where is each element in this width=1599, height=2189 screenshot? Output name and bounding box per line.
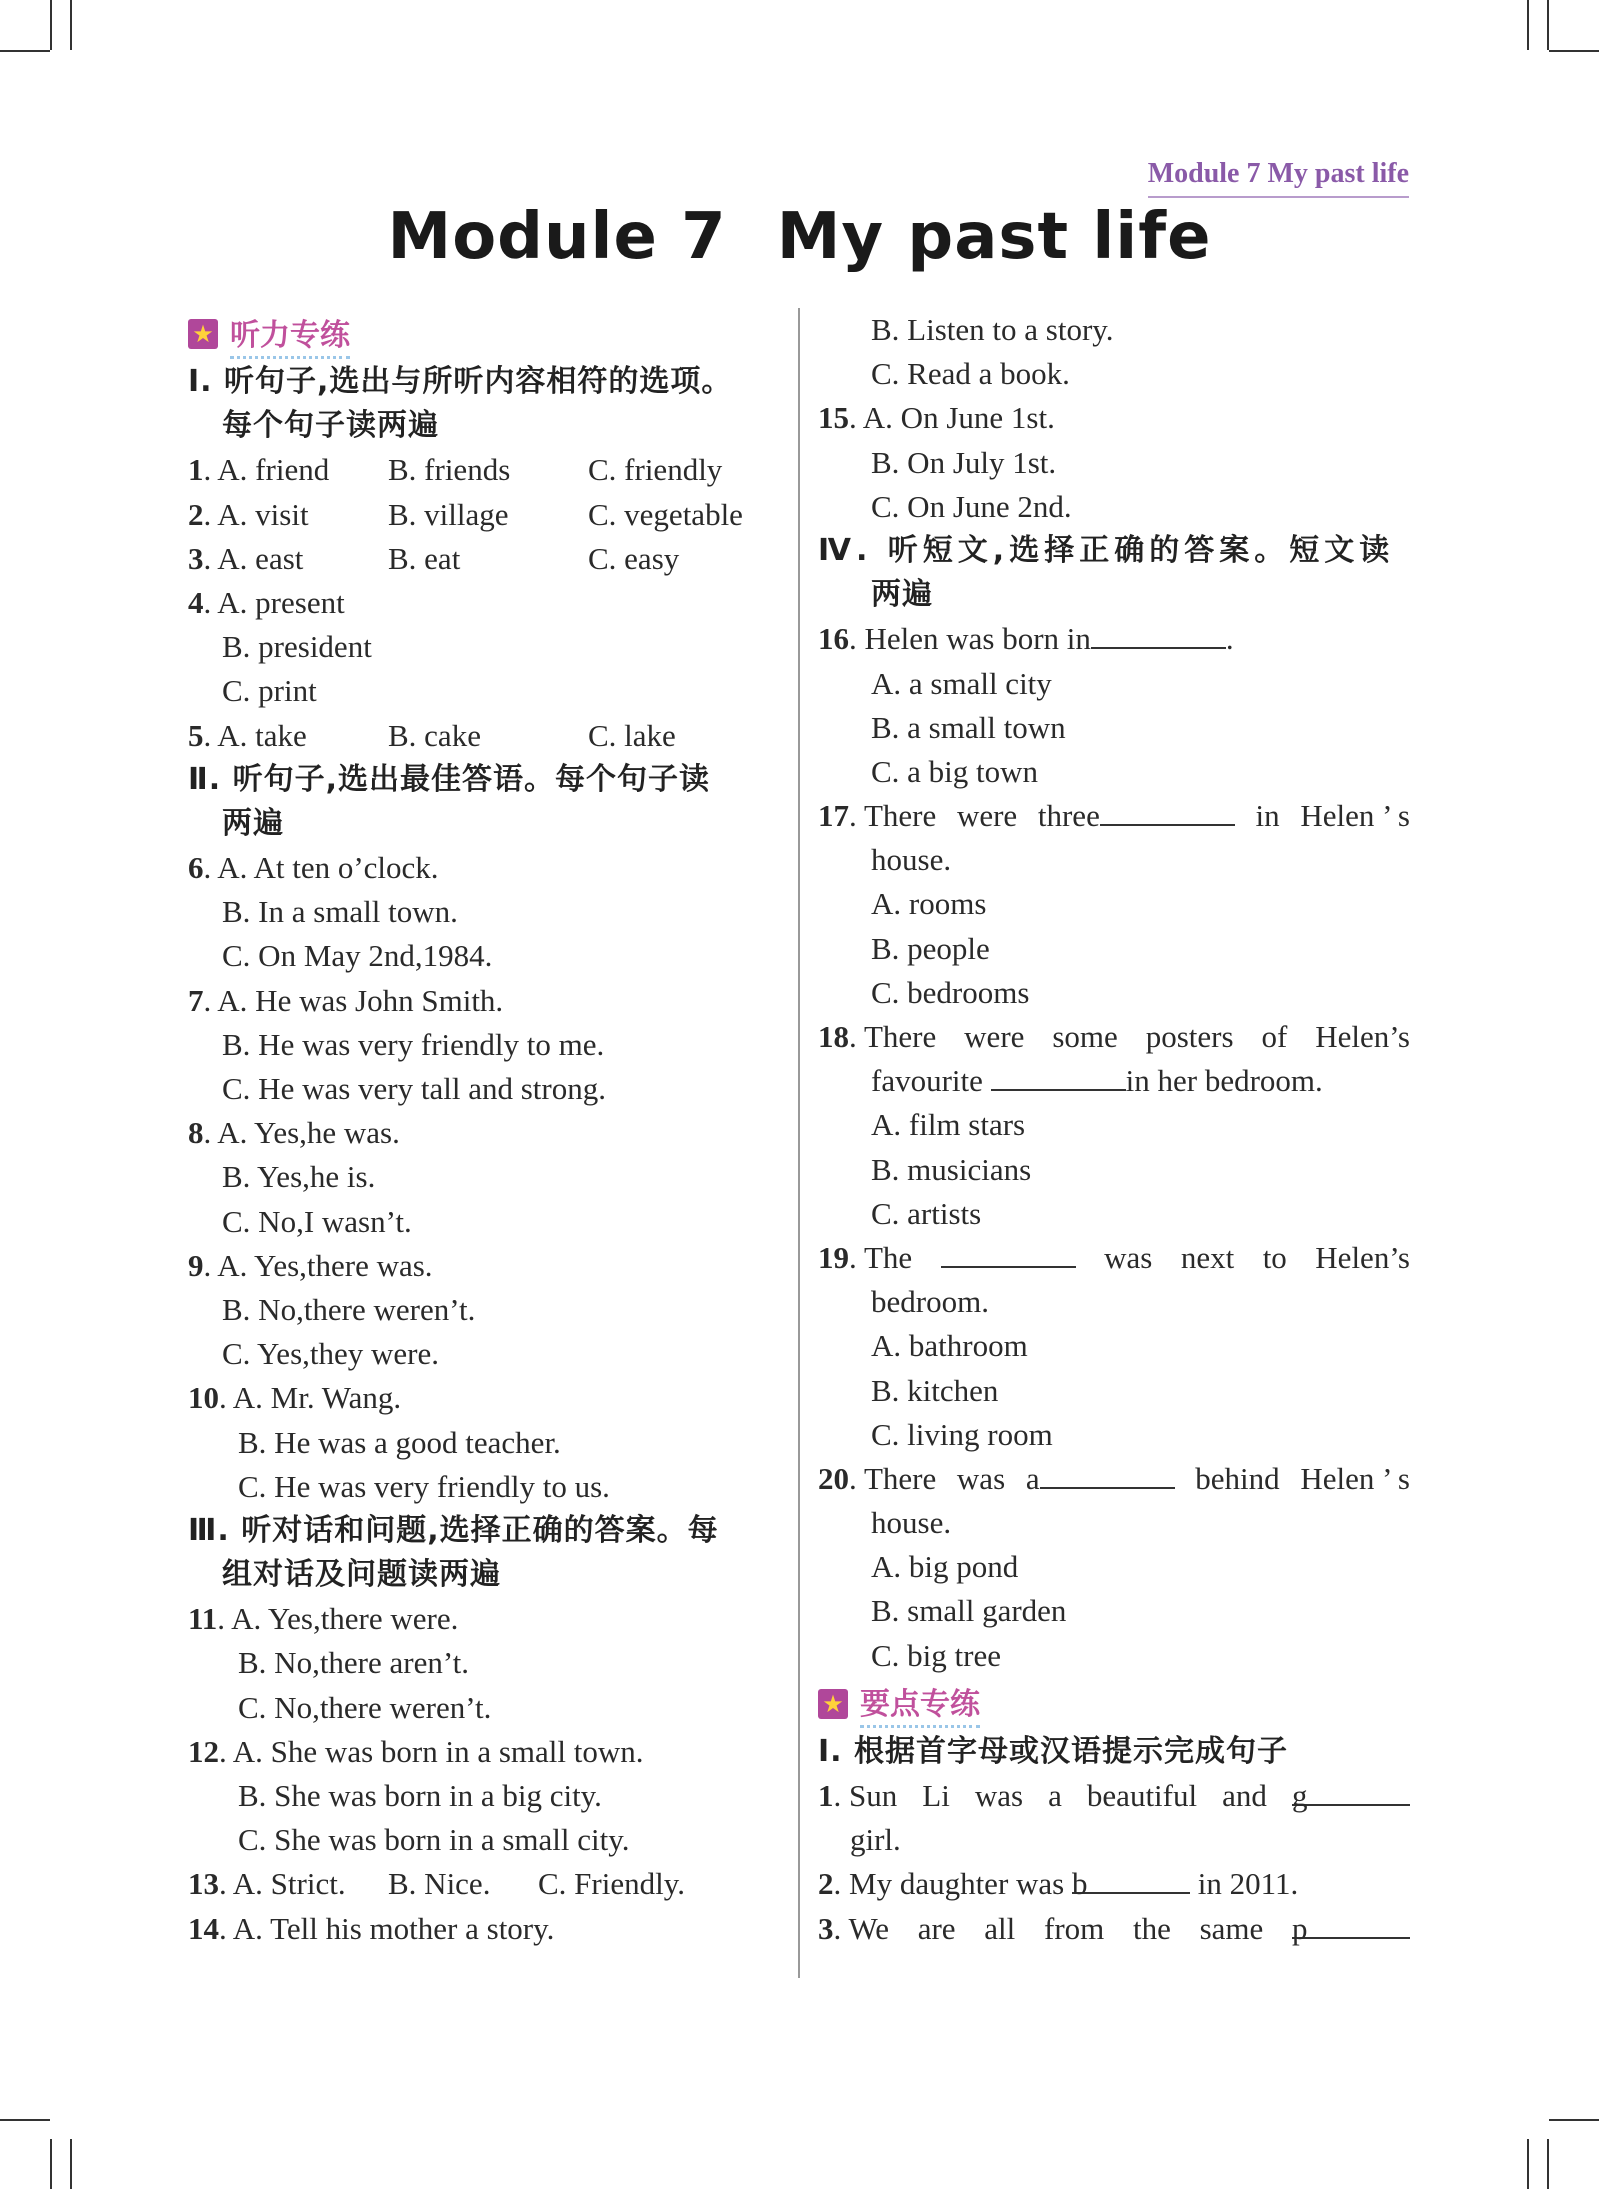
- question-10: 10. A. Mr. Wang.: [188, 1380, 402, 1416]
- word: all: [984, 1910, 1016, 1946]
- option-b: B. cake: [388, 717, 481, 753]
- answer-blank[interactable]: [1292, 1907, 1410, 1946]
- answer-blank[interactable]: [941, 1236, 1076, 1268]
- option-c: C. easy: [588, 540, 680, 576]
- section-4-title: Ⅳ. 听短文,选择正确的答案。短文读: [818, 532, 1395, 568]
- question-number: 7: [188, 982, 204, 1018]
- word: was: [1104, 1239, 1153, 1275]
- option-c: C. On May 2nd,1984.: [222, 938, 493, 974]
- option-a: A. Yes,there were.: [231, 1601, 459, 1637]
- question-number: 13: [188, 1866, 219, 1902]
- crop-mark: [1549, 50, 1599, 52]
- crop-mark: [1527, 2139, 1529, 2189]
- option-b: B. No,there weren’t.: [222, 1291, 476, 1327]
- crop-mark: [0, 2119, 50, 2121]
- option-c: C. Friendly.: [538, 1866, 685, 1902]
- word: in her bedroom.: [1125, 1063, 1323, 1099]
- question-20: 20. There was a behind Helen ’ s: [818, 1457, 1410, 1501]
- listening-banner: [188, 308, 788, 360]
- question-15: 15. A. On June 1st.: [818, 400, 1055, 436]
- keypoints-banner: [818, 1678, 1410, 1730]
- option-a: A. At ten o’clock.: [217, 850, 439, 886]
- section-3-title-cont: 组对话及问题读两遍: [222, 1557, 501, 1593]
- left-column: [188, 308, 788, 1951]
- question-number: 1: [188, 452, 204, 488]
- option-c: C. a big town: [871, 753, 1039, 789]
- word: from: [1044, 1910, 1105, 1946]
- question-19: 19. The was next to Helen’s: [818, 1236, 1410, 1280]
- word: were: [956, 798, 1018, 834]
- option-b: B. kitchen: [871, 1372, 999, 1408]
- question-17: 17. There were three in Helen ’ s: [818, 794, 1410, 838]
- section-3-title: Ⅲ. 听对话和问题,选择正确的答案。每: [188, 1512, 719, 1548]
- question-number: 5: [188, 717, 204, 753]
- keypoint-2: 2. My daughter was b in 2011.: [818, 1862, 1410, 1906]
- option-c: C. artists: [871, 1195, 982, 1231]
- option-b: B. Listen to a story.: [871, 312, 1114, 347]
- question-3: 3. A. east B. eat C. easy: [188, 537, 788, 581]
- question-stem: Helen was born in: [864, 621, 1091, 657]
- option-c: C. print: [222, 673, 317, 709]
- option-b: B. She was born in a big city.: [238, 1778, 602, 1813]
- word: three: [1037, 798, 1100, 834]
- question-11: 11. A. Yes,there were.: [188, 1601, 459, 1637]
- option-b: B. Nice.: [388, 1866, 491, 1902]
- option-a: A. film stars: [871, 1107, 1026, 1143]
- option-c: C. Yes,they were.: [222, 1336, 439, 1372]
- crop-mark: [50, 2139, 52, 2189]
- question-end: in 2011.: [1197, 1866, 1299, 1902]
- question-number: 3: [188, 540, 204, 576]
- question-16: 16. Helen was born in .: [818, 617, 1410, 661]
- question-14: 14. A. Tell his mother a story.: [188, 1910, 555, 1946]
- word: was: [956, 1460, 1006, 1496]
- keypoints-section-1-title: Ⅰ. 根据首字母或汉语提示完成句子: [818, 1733, 1289, 1769]
- answer-blank[interactable]: [1091, 617, 1226, 649]
- section-2-title: Ⅱ. 听句子,选出最佳答语。每个句子读: [188, 761, 710, 797]
- option-a: A. visit: [217, 496, 309, 532]
- option-b: B. a small town: [871, 709, 1066, 745]
- question-number: 11: [188, 1601, 218, 1637]
- option-b: B. musicians: [871, 1151, 1032, 1187]
- option-c: C. bedrooms: [871, 974, 1030, 1010]
- word: We: [848, 1910, 889, 1946]
- option-b: B. In a small town.: [222, 894, 458, 930]
- option-c: C. He was very tall and strong.: [222, 1071, 606, 1106]
- option-b: B. friends: [388, 452, 511, 488]
- word: Helen’s: [1315, 1239, 1410, 1275]
- word: Helen ’ s: [1300, 1460, 1410, 1496]
- option-c: C. No,there weren’t.: [238, 1689, 492, 1725]
- word: Li: [922, 1778, 950, 1813]
- question-number: 17: [818, 798, 849, 834]
- crop-mark: [70, 0, 72, 50]
- question-number: 9: [188, 1247, 204, 1283]
- running-header: Module 7 My past life: [1148, 158, 1409, 198]
- word: the: [1132, 1910, 1171, 1946]
- option-a: A. rooms: [871, 886, 987, 922]
- crop-mark: [1527, 0, 1529, 50]
- option-a: A. present: [217, 584, 345, 620]
- option-a: A. big pond: [871, 1549, 1019, 1585]
- crop-mark: [70, 2139, 72, 2189]
- option-a: A. Tell his mother a story.: [232, 1910, 555, 1946]
- question-number: 4: [188, 584, 204, 620]
- word: next: [1180, 1239, 1235, 1275]
- section-2-title-cont: 两遍: [222, 805, 284, 841]
- word: posters: [1145, 1019, 1234, 1054]
- word: There: [863, 798, 937, 834]
- question-7: 7. A. He was John Smith.: [188, 982, 504, 1018]
- question-19-cont: bedroom.: [871, 1284, 989, 1320]
- question-number: 16: [818, 621, 849, 657]
- question-number: 20: [818, 1460, 849, 1496]
- word: of: [1261, 1019, 1288, 1054]
- word: some: [1052, 1019, 1118, 1054]
- option-c: C. vegetable: [588, 496, 743, 532]
- star-icon: ★: [818, 1689, 848, 1719]
- option-b: B. Yes,he is.: [222, 1159, 376, 1195]
- word: There: [863, 1019, 937, 1054]
- option-b: B. people: [871, 930, 990, 966]
- option-a: A. take: [217, 717, 307, 753]
- question-number: 12: [188, 1733, 219, 1769]
- option-b: B. He was very friendly to me.: [222, 1026, 605, 1062]
- question-number: 15: [818, 400, 849, 436]
- question-number: 18: [818, 1019, 849, 1054]
- option-c: C. On June 2nd.: [871, 488, 1072, 524]
- crop-mark: [0, 50, 50, 52]
- right-column: [818, 308, 1410, 1951]
- question-number: 10: [188, 1380, 219, 1416]
- question-6: 6. A. At ten o’clock.: [188, 850, 439, 886]
- word: Sun: [849, 1778, 898, 1813]
- question-18-cont: [818, 1059, 1410, 1103]
- word: same: [1199, 1910, 1264, 1946]
- section-1-title: Ⅰ. 听句子,选出与所听内容相符的选项。: [188, 364, 733, 399]
- question-number: 3: [818, 1910, 834, 1946]
- keypoint-1: 1. Sun Li was a beautiful and g: [818, 1774, 1410, 1818]
- option-a: A. bathroom: [871, 1328, 1028, 1364]
- word: behind: [1195, 1460, 1280, 1496]
- word: favourite: [871, 1063, 983, 1099]
- page-title: [0, 200, 1599, 274]
- first-letter-hint: p: [1292, 1910, 1308, 1946]
- first-letter-hint: b: [1071, 1866, 1088, 1902]
- answer-blank[interactable]: [991, 1059, 1126, 1091]
- question-17-cont: house.: [871, 842, 952, 878]
- question-number: 2: [818, 1866, 834, 1902]
- option-c: C. She was born in a small city.: [238, 1822, 630, 1858]
- banner-label: 听力专练: [230, 310, 350, 359]
- column-divider: [798, 308, 800, 1978]
- option-c: C. No,I wasn’t.: [222, 1203, 412, 1239]
- question-stem: My daughter was: [849, 1866, 1065, 1902]
- word: are: [917, 1910, 956, 1946]
- question-2: 2. A. visit B. village C. vegetable: [188, 493, 788, 537]
- crop-mark: [1547, 0, 1549, 50]
- question-12: 12. A. She was born in a small town.: [188, 1733, 644, 1769]
- first-letter-hint: g: [1291, 1778, 1308, 1813]
- option-c: C. He was very friendly to us.: [238, 1468, 610, 1504]
- option-a: A. east: [217, 540, 304, 576]
- question-9: 9. A. Yes,there was.: [188, 1247, 433, 1283]
- option-b: B. village: [388, 496, 509, 532]
- option-b: B. No,there aren’t.: [238, 1645, 469, 1681]
- word: were: [964, 1019, 1025, 1054]
- option-c: C. big tree: [871, 1637, 1001, 1673]
- question-end: .: [1225, 621, 1234, 657]
- answer-blank[interactable]: [1100, 794, 1235, 826]
- option-b: B. president: [222, 629, 372, 665]
- section-1-title-cont: 每个句子读两遍: [222, 408, 439, 444]
- option-c: C. lake: [588, 717, 676, 753]
- answer-blank[interactable]: [1291, 1774, 1410, 1813]
- question-number: 14: [188, 1910, 219, 1946]
- section-4-title-cont: 两遍: [871, 577, 933, 613]
- word: and: [1222, 1778, 1267, 1813]
- question-number: 6: [188, 850, 204, 886]
- option-a: A. Yes,he was.: [217, 1115, 400, 1151]
- option-a: A. He was John Smith.: [217, 982, 504, 1018]
- option-a: A. friend: [217, 452, 330, 488]
- word: a: [1025, 1460, 1040, 1496]
- question-1: 1. A. friend B. friends C. friendly: [188, 448, 788, 492]
- option-a: A. Mr. Wang.: [232, 1380, 402, 1416]
- word: The: [863, 1239, 913, 1275]
- question-number: 1: [818, 1778, 834, 1813]
- question-5: 5. A. take B. cake C. lake: [188, 714, 788, 758]
- question-18: 18. There were some posters of Helen’s: [818, 1015, 1410, 1059]
- option-c: C. living room: [871, 1416, 1053, 1452]
- word: was: [974, 1778, 1024, 1813]
- word: Helen’s: [1315, 1019, 1410, 1054]
- word: to: [1262, 1239, 1287, 1275]
- option-c: C. Read a book.: [871, 356, 1070, 392]
- crop-mark: [1547, 2139, 1549, 2189]
- banner-label: 要点专练: [860, 1679, 980, 1728]
- question-8: 8. A. Yes,he was.: [188, 1115, 400, 1151]
- question-number: 2: [188, 496, 204, 532]
- word: Helen ’ s: [1300, 798, 1410, 834]
- star-icon: ★: [188, 319, 218, 349]
- crop-mark: [50, 0, 52, 50]
- option-a: A. On June 1st.: [862, 400, 1055, 436]
- option-a: A. a small city: [871, 665, 1052, 701]
- answer-blank[interactable]: [1040, 1457, 1175, 1489]
- word: a: [1048, 1778, 1062, 1813]
- question-20-cont: house.: [871, 1505, 952, 1541]
- option-b: B. On July 1st.: [871, 444, 1057, 480]
- option-a: A. She was born in a small town.: [232, 1733, 644, 1769]
- crop-mark: [1549, 2119, 1599, 2121]
- title-module: Module 7: [387, 200, 727, 274]
- option-b: B. small garden: [871, 1593, 1067, 1629]
- word: beautiful: [1086, 1778, 1198, 1813]
- question-13: 13. A. Strict. B. Nice. C. Friendly.: [188, 1862, 788, 1906]
- question-number: 8: [188, 1115, 204, 1151]
- option-c: C. friendly: [588, 452, 723, 488]
- question-number: 19: [818, 1239, 849, 1275]
- option-b: B. eat: [388, 540, 461, 576]
- keypoint-3: 3. We are all from the same p: [818, 1907, 1410, 1951]
- option-a: A. Strict.: [232, 1866, 346, 1902]
- keypoint-1-cont: girl.: [850, 1822, 901, 1858]
- option-b: B. He was a good teacher.: [238, 1424, 561, 1460]
- word: in: [1255, 798, 1280, 834]
- question-4: 4. A. present: [188, 584, 345, 620]
- word: There: [863, 1460, 937, 1496]
- option-a: A. Yes,there was.: [217, 1247, 433, 1283]
- title-topic: My past life: [776, 200, 1212, 274]
- answer-blank[interactable]: [1071, 1862, 1190, 1902]
